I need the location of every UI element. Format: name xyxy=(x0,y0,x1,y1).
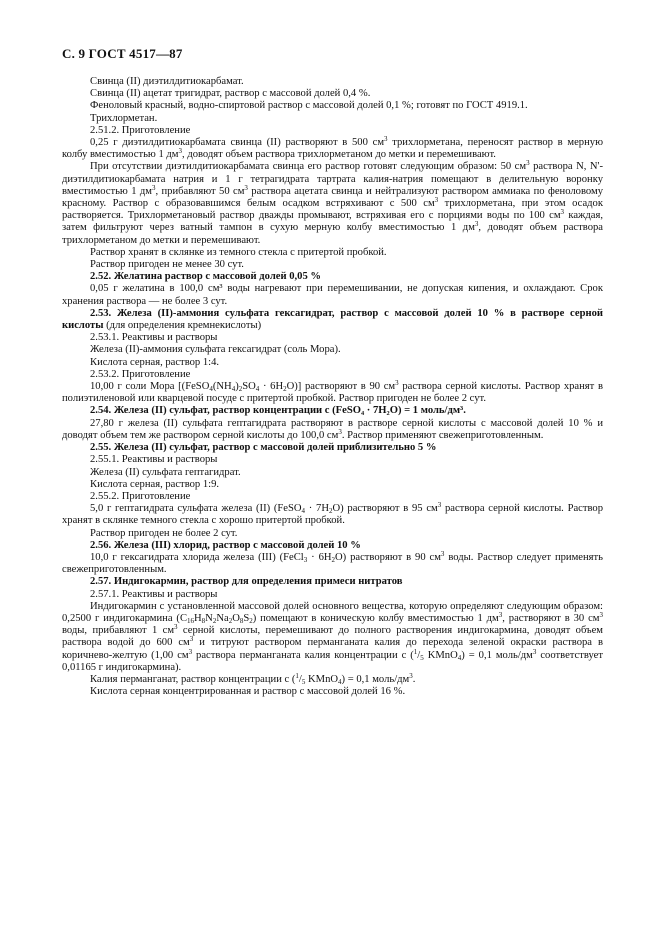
text-run: Na xyxy=(216,612,229,624)
superscript: 3 xyxy=(151,183,156,192)
paragraph: Раствор хранят в склянке из темного стекла с притертой пробкой. xyxy=(90,246,387,258)
text-run: · 6H xyxy=(259,381,284,393)
paragraph xyxy=(62,418,603,442)
text-run: . xyxy=(412,673,416,685)
superscript: 3 xyxy=(189,635,194,644)
text-run: соответствует 0,01165 г индигокармина). xyxy=(62,649,603,673)
superscript: 3 xyxy=(384,135,388,144)
text-run: H xyxy=(194,612,202,624)
text-run: ) xyxy=(235,381,239,393)
paragraph: Свинца (II) диэтилдитиокарбамат. xyxy=(90,76,244,87)
superscript: 3 xyxy=(188,647,193,656)
subscript: 4 xyxy=(231,385,236,394)
superscript: 3 xyxy=(437,501,442,510)
text-run: Индигокармин с установленной массовой долей основного вещества, которую определяют следующим образом: 0,2500 г индигокармина (C xyxy=(62,600,603,624)
paragraph: Феноловый красный, водно-спиртовой раствор с массовой долей 0,1 %; готовят по ГОСТ 4919.1. xyxy=(90,100,528,112)
text-run: KMnO xyxy=(305,673,339,685)
section-heading: 2.54. Железа (II) сульфат, раствор концентрации c (FeSO₄ · 7H₂O) = 1 моль/дм³. xyxy=(90,405,466,417)
text-run: KMnO xyxy=(423,649,458,661)
superscript: 3 xyxy=(338,427,342,436)
superscript: 3 xyxy=(178,147,183,156)
subscript: 8 xyxy=(239,616,244,625)
text-run: · 7H xyxy=(305,503,329,515)
paragraph xyxy=(62,671,603,686)
text-run: O xyxy=(232,612,240,624)
subscript: 2 xyxy=(249,616,253,625)
text-run: / xyxy=(417,649,421,661)
text-run: , растворяют в 30 см xyxy=(502,612,600,624)
text-run: каждая, затем фильтруют через ватный тампон в сухую мерную колбу вместимостью 1 дм xyxy=(62,210,603,234)
text-run: , доводят объем раствора трихлорметаном до метки и перемешивают. xyxy=(182,149,496,161)
superscript: 3 xyxy=(440,549,445,558)
paragraph: Раствор пригоден не более 2 сут. xyxy=(90,527,238,539)
text-run: 10,0 г гексагидрата хлорида железа (III) (FeCl xyxy=(90,551,304,563)
paragraph: Свинца (II) ацетат тригидрат, раствор с массовой долей 0,4 %. xyxy=(90,88,371,100)
text-run: · 6H xyxy=(307,551,332,563)
text-run: . Раствор применяют свежеприготовленным. xyxy=(341,429,544,441)
superscript: 3 xyxy=(409,671,413,680)
text-run: ) = 0,1 моль/дм xyxy=(461,649,533,661)
superscript: 3 xyxy=(526,159,530,168)
text-run: серной кислоты, перемешивают до полного растворения индигокармина, доводят объем раствора водой до 600 см xyxy=(62,625,603,649)
text-run: O)] растворяют в 90 см xyxy=(286,381,396,393)
section-heading: 2.55.2. Приготовление xyxy=(90,490,191,502)
text-run: При отсутствии диэтилдитиокарбамата свинца его раствор готовят следующим образом: 50 см xyxy=(90,161,527,173)
superscript: 3 xyxy=(560,208,565,217)
paragraph xyxy=(62,549,603,576)
paragraph: Раствор пригоден не менее 30 сут. xyxy=(90,259,244,271)
subscript: 2 xyxy=(228,616,233,625)
subscript: 4 xyxy=(209,385,213,394)
text-run: SO xyxy=(242,381,256,393)
text-run: раствора перманганата калия концентрации c ( xyxy=(192,649,414,661)
subscript: 4 xyxy=(338,677,342,686)
subscript: 4 xyxy=(301,507,306,516)
section-heading: 2.53. Железа (II)-аммония сульфата гексагидрат, раствор с массовой долей 10 % в растворе серной кислоты xyxy=(62,307,603,332)
page-header: С. 9 ГОСТ 4517—87 xyxy=(62,46,183,61)
subscript: 16 xyxy=(187,616,195,625)
text-run: трихлорметана, при этом осадок растворяется. Трихлорметановый раствор дважды промывают, встряхивая его с порциями воды по 100 см xyxy=(62,198,603,222)
section-heading: 2.55. Железа (II) сульфат, раствор с массовой долей приблизительно 5 % xyxy=(90,442,437,454)
text-run: раствора N, N'-диэтилдитиокарбамата натрия и 1 г тетрагидрата тартрата калия-натрия помещают в делительную воронку вместимостью 1 дм xyxy=(62,161,603,197)
subscript: 4 xyxy=(255,385,260,394)
text-run: , доводят объем раствора трихлорметаном до метки и перемешивают. xyxy=(62,222,603,246)
text-run: воды. Раствор следует применять свежеприготовленным. xyxy=(62,551,603,576)
superscript: 3 xyxy=(174,623,178,632)
text-run: / xyxy=(298,673,302,685)
text-run: N xyxy=(205,612,213,624)
section-heading: 2.51.2. Приготовление xyxy=(90,124,191,136)
text-run: Калия перманганат, раствор концентрации c ( xyxy=(90,673,296,685)
paragraph xyxy=(62,161,603,246)
text-run: O) растворяют в 95 см xyxy=(332,503,438,515)
subscript: 3 xyxy=(303,555,308,564)
section-heading: 2.53.2. Приготовление xyxy=(90,368,191,380)
paragraph: Кислота серная, раствор 1:9. xyxy=(90,478,220,490)
text-run: 27,80 г железа (II) сульфата гептагидрата растворяют в растворе серной кислоты с массовой долей 10 % и доводят объем тем же раствором серной кислоты до 100,0 см xyxy=(62,417,603,441)
text-run: O) растворяют в 90 см xyxy=(335,551,441,563)
section-heading: 2.57. Индигокармин, раствор для определения примеси нитратов xyxy=(90,576,403,588)
subscript: 8 xyxy=(201,616,206,625)
subscript: 2 xyxy=(331,555,336,564)
text-run: трихлорметана, переносят раствор в мерную колбу вместимостью 1 дм xyxy=(62,137,603,161)
text-run: ) помещают в коническую колбу вместимостью 1 дм xyxy=(252,612,499,624)
text-run: и титруют раствором перманганата калия до перехода зеленой окраски раствора в коричнево-желтую (1,00 см xyxy=(62,637,603,661)
text-run: раствора серной кислоты. Раствор хранят в полиэтиленовой или кварцевой посуде с притертой пробкой. Раствор пригоден не более 2 сут. xyxy=(62,381,603,405)
paragraph: Кислота серная концентрированная и раствор с массовой долей 16 %. xyxy=(90,686,406,698)
superscript: 3 xyxy=(395,379,399,388)
superscript: 3 xyxy=(532,647,537,656)
text-run: (NH xyxy=(212,381,232,393)
text-run: (для определения кремнекислоты) xyxy=(106,320,262,332)
text-run: S xyxy=(243,612,250,624)
subscript: 4 xyxy=(457,653,462,662)
section-heading: 2.52. Желатина раствор с массовой долей 0,05 % xyxy=(90,271,321,283)
text-run: 0,25 г диэтилдитиокарбамата свинца (II) растворяют в 500 см xyxy=(90,137,385,149)
subscript: 2 xyxy=(238,385,243,394)
text-run: раствора серной кислоты. Раствор хранят в склянке темного стекла с хорошо притертой пробкой. xyxy=(62,503,604,527)
section-heading: 2.53.1. Реактивы и растворы xyxy=(90,332,218,344)
text-run: раствора ацетата свинца и нейтрализуют раствором аммиака по феноловому красному. Раствор с образовавшимся белым осадком встряхивают с 500 см xyxy=(62,185,603,210)
text-run: , прибавляют 50 см xyxy=(155,185,245,197)
paragraph xyxy=(62,601,603,674)
section-heading: 2.57.1. Реактивы и растворы xyxy=(90,588,218,600)
paragraph: 0,05 г желатина в 100,0 см³ воды нагревают при перемешивании, не допуская кипения, и охлаждают. Срок хранения раствора — не более 3 сут. xyxy=(62,283,603,307)
superscript: 3 xyxy=(244,183,248,192)
paragraph: Железа (II) сульфата гептагидрат. xyxy=(90,466,241,478)
paragraph xyxy=(62,503,603,527)
superscript: 3 xyxy=(599,610,603,619)
subscript: 2 xyxy=(329,507,333,516)
superscript: 3 xyxy=(498,610,503,619)
subscript: 2 xyxy=(212,616,217,625)
subscript: 5 xyxy=(301,677,306,686)
text-run: 10,00 г соли Мора [(FeSO xyxy=(90,381,210,393)
text-run: воды, прибавляют 1 см xyxy=(62,625,175,637)
superscript: 1 xyxy=(295,671,299,680)
paragraph: Железа (II)-аммония сульфата гексагидрат (соль Мора). xyxy=(90,344,341,356)
subscript: 2 xyxy=(283,385,287,394)
paragraph xyxy=(62,137,603,161)
paragraph xyxy=(62,381,603,405)
paragraph: Трихлорметан. xyxy=(90,112,158,124)
superscript: 3 xyxy=(474,220,479,229)
text-run: 5,0 г гептагидрата сульфата железа (II) (FeSO xyxy=(90,503,302,515)
paragraph: Кислота серная, раствор 1:4. xyxy=(90,356,220,368)
paragraph xyxy=(62,308,603,332)
text-run: ) = 0,1 моль/дм xyxy=(341,673,410,685)
section-heading: 2.56. Железа (III) хлорид, раствор с массовой долей 10 % xyxy=(90,539,361,551)
superscript: 1 xyxy=(413,647,418,656)
document-body xyxy=(62,76,603,698)
section-heading: 2.55.1. Реактивы и растворы xyxy=(90,454,218,466)
superscript: 3 xyxy=(434,196,439,205)
subscript: 5 xyxy=(420,653,424,662)
